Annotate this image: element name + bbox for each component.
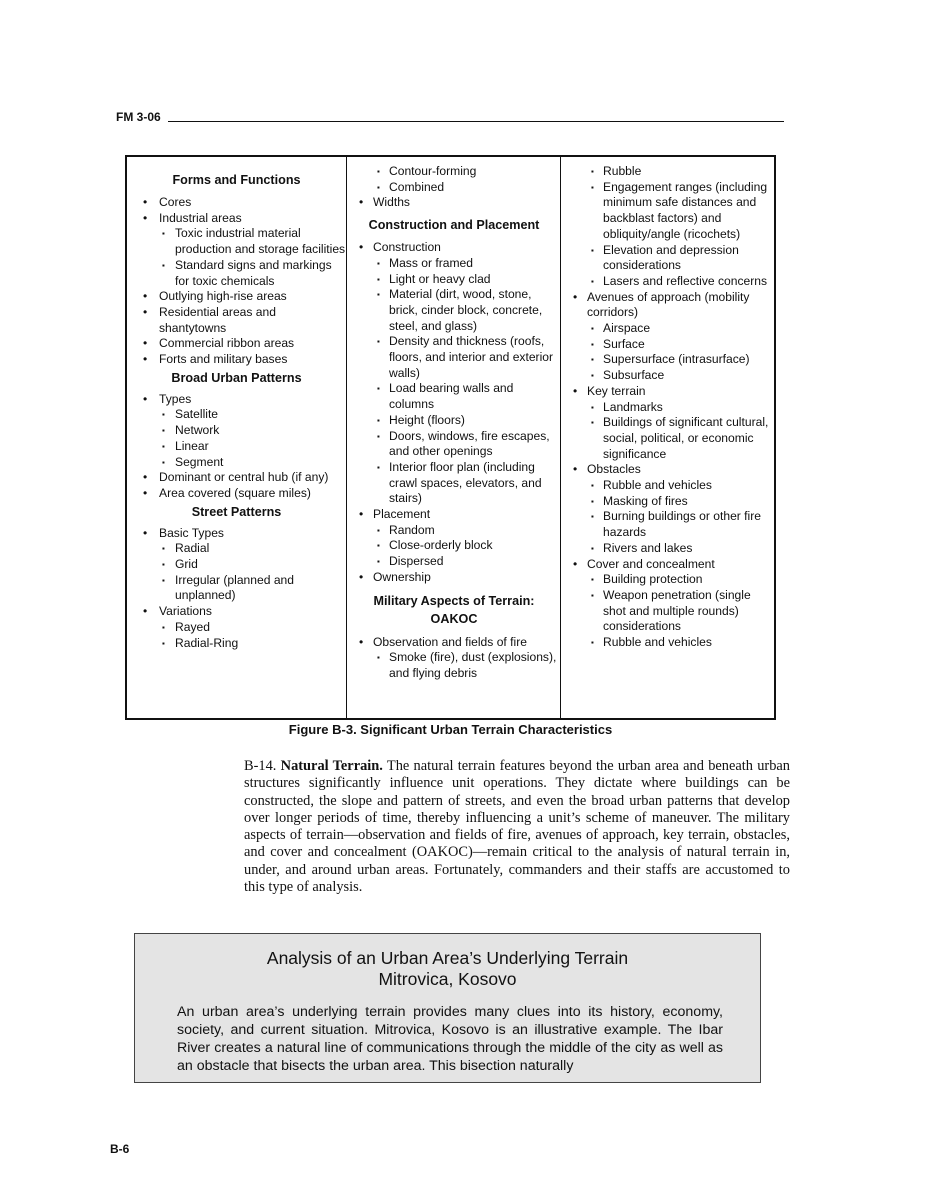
list-item: ▪ Light or heavy clad [347, 272, 561, 288]
list-item: ▪ Rubble and vehicles [561, 478, 775, 494]
list-item: ▪ Network [127, 423, 346, 439]
list-item: ▪ Building protection [561, 572, 775, 588]
page-header [116, 110, 784, 124]
list-item: ▪ Material (dirt, wood, stone, brick, cinder block, concrete, steel, and glass) [347, 287, 561, 334]
list-item: ▪ Weapon penetration (single shot and multiple rounds) considerations [561, 588, 775, 635]
list-item: • Key terrain [561, 384, 775, 400]
heading-military-aspects: Military Aspects of Terrain: OAKOC [373, 593, 535, 626]
list-item: ▪ Satellite [127, 407, 346, 423]
heading-construction-placement: Construction and Placement [368, 218, 540, 233]
list-item: ▪ Density and thickness (roofs, floors, and interior and exterior walls) [347, 334, 561, 381]
page-number: B-6 [110, 1142, 130, 1156]
vignette-title: Analysis of an Urban Area’s Underlying Terrain [266, 948, 629, 968]
paragraph-text: The natural terrain features beyond the urban area and beneath urban structures significantly influence unit operations. They dictate where buildings can be constructed, the slope and pattern of streets, and even the broad urban patterns that develop over longer periods of time, thereby influencing a unit’s scheme of maneuver. The military aspects of terrain—observation and fields of fire, avenues of approach, key terrain, obstacles, and cover and concealment (OAKOC)—remain critical to the analysis of natural terrain in, under, and around urban areas. Fortunately, commanders and their staffs are accustomed to this type of analysis. [244, 758, 790, 896]
forms-list [127, 195, 346, 368]
broad-patterns-list [127, 392, 346, 502]
paragraph-number: B-14. [244, 758, 277, 774]
list-item: ▪ Smoke (fire), dust (explosions), and flying debris [347, 650, 561, 681]
list-item: • Avenues of approach (mobility corridors) [561, 290, 775, 321]
list-item: ▪ Interior floor plan (including crawl spaces, elevators, and stairs) [347, 460, 561, 507]
list-item: ▪ Rivers and lakes [561, 541, 775, 557]
list-item: • Ownership [347, 570, 561, 586]
manual-number: FM 3-06 [116, 110, 161, 124]
list-item: ▪ Landmarks [561, 400, 775, 416]
paragraph-b14 [244, 758, 790, 896]
list-item: ▪ Radial-Ring [127, 636, 346, 652]
street-patterns-continued [347, 164, 561, 211]
figure-column-1 [127, 157, 346, 718]
list-item: ▪ Toxic industrial material production and storage facilities [127, 226, 346, 257]
figure-column-3 [560, 157, 775, 718]
list-item: ▪ Height (floors) [347, 413, 561, 429]
list-item: ▪ Close-orderly block [347, 538, 561, 554]
list-item: ▪ Mass or framed [347, 256, 561, 272]
list-item: • Area covered (square miles) [127, 486, 346, 502]
list-item: • Cores [127, 195, 346, 211]
heading-broad-urban-patterns: Broad Urban Patterns [171, 370, 302, 385]
list-item: ▪ Supersurface (intrasurface) [561, 352, 775, 368]
list-item: ▪ Standard signs and markings for toxic chemicals [127, 258, 346, 289]
list-item: • Industrial areas [127, 211, 346, 227]
list-item: ▪ Combined [347, 180, 561, 196]
vignette-box [134, 933, 761, 1083]
list-item: ▪ Doors, windows, fire escapes, and other openings [347, 429, 561, 460]
list-item: • Types [127, 392, 346, 408]
list-item: ▪ Grid [127, 557, 346, 573]
list-item: ▪ Engagement ranges (including minimum safe distances and backblast factors) and obliquity/angle (ricochets) [561, 180, 775, 243]
list-item: ▪ Rubble [561, 164, 775, 180]
list-item: ▪ Rubble and vehicles [561, 635, 775, 651]
list-item: ▪ Radial [127, 541, 346, 557]
list-item: ▪ Rayed [127, 620, 346, 636]
street-patterns-list [127, 526, 346, 652]
list-item: • Observation and fields of fire [347, 635, 561, 651]
list-item: • Residential areas and shantytowns [127, 305, 346, 336]
list-item: • Commercial ribbon areas [127, 336, 346, 352]
list-item: ▪ Random [347, 523, 561, 539]
list-item: • Forts and military bases [127, 352, 346, 368]
list-item: ▪ Masking of fires [561, 494, 775, 510]
list-item: • Obstacles [561, 462, 775, 478]
heading-forms-functions: Forms and Functions [172, 173, 301, 187]
list-item: ▪ Contour-forming [347, 164, 561, 180]
list-item: • Cover and concealment [561, 557, 775, 573]
list-item: • Basic Types [127, 526, 346, 542]
list-item: ▪ Surface [561, 337, 775, 353]
list-item: ▪ Dispersed [347, 554, 561, 570]
list-item: ▪ Lasers and reflective concerns [561, 274, 775, 290]
list-item: ▪ Load bearing walls and columns [347, 381, 561, 412]
header-rule [168, 121, 784, 122]
figure-column-2 [346, 157, 561, 718]
list-item: ▪ Burning buildings or other fire hazards [561, 509, 775, 540]
list-item: ▪ Subsurface [561, 368, 775, 384]
list-item: ▪ Airspace [561, 321, 775, 337]
construction-list [347, 240, 561, 585]
list-item: ▪ Buildings of significant cultural, social, political, or economic significance [561, 415, 775, 462]
oakoc-continued-list [561, 164, 775, 651]
list-item: • Dominant or central hub (if any) [127, 470, 346, 486]
list-item: • Variations [127, 604, 346, 620]
heading-street-patterns: Street Patterns [191, 504, 282, 519]
list-item: • Placement [347, 507, 561, 523]
list-item: ▪ Linear [127, 439, 346, 455]
vignette-text: An urban area’s underlying terrain provides many clues into its history, economy, society, and current situation. Mitrovica, Kosovo is an illustrative example. The Ibar River creates a natural line of communications through the middle of the city as well as an obstacle that bisects the urban area. This bisection naturally [177, 1004, 723, 1074]
list-item: ▪ Segment [127, 455, 346, 471]
paragraph-heading: Natural Terrain. [280, 758, 383, 774]
list-item: • Widths [347, 195, 561, 211]
oakoc-list [347, 635, 561, 682]
figure-b3-table [125, 155, 776, 720]
list-item: ▪ Elevation and depression considerations [561, 243, 775, 274]
list-item: • Outlying high-rise areas [127, 289, 346, 305]
list-item: • Construction [347, 240, 561, 256]
vignette-subtitle: Mitrovica, Kosovo [378, 969, 517, 989]
list-item: ▪ Irregular (planned and unplanned) [127, 573, 346, 604]
figure-caption: Figure B-3. Significant Urban Terrain Characteristics [288, 722, 613, 737]
